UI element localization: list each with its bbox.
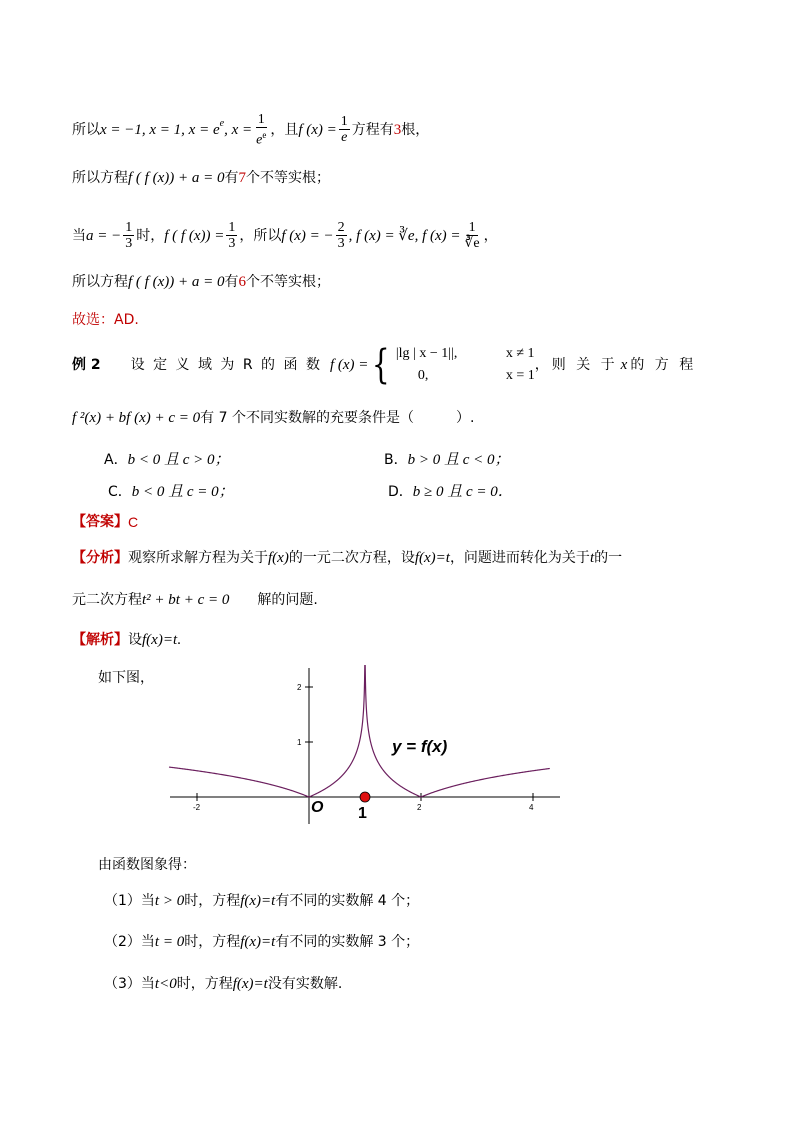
option-cond: b > 0 且 c < 0； [407,452,510,468]
solution-tag: 【解析】 [72,632,128,648]
math: f (x) = − [281,227,334,244]
math: f(x)=t [240,893,276,909]
fraction [463,220,482,251]
case-3 [104,974,342,994]
text: 有不同的实数解 4 个； [275,893,420,909]
x-tick-label: -2 [193,803,201,812]
example-2-header [72,343,696,387]
analysis-tag: 【分析】 [72,550,128,566]
text: 设 [128,632,142,648]
case-1 [104,891,419,911]
text: 的一 [594,550,623,566]
fraction [254,112,268,148]
case-row [396,365,535,387]
line-case-a [72,220,498,251]
curve-right-branch [421,768,550,797]
line-seven-roots [72,168,330,188]
example-2-question [72,408,474,428]
answer-tag: 【答案】 [72,514,128,530]
left-brace: { [372,342,391,388]
frac-num: 2 [337,220,345,235]
count: 6 [238,274,246,290]
line-roots [72,112,429,148]
text: 时， [136,227,165,244]
text: 个不等实根； [245,274,330,290]
answer-line [72,512,138,532]
text: 有 [224,170,239,186]
frac-num: 1 [125,220,133,235]
option-cond: b ≥ 0 且 c = 0． [412,484,513,500]
math: f ( f (x)) = [164,227,225,244]
text: 所以 [72,121,100,138]
text: （2）当 [104,934,155,950]
case-cond: x ≠ 1 [505,346,535,361]
math: f(x)=t [414,550,450,566]
frac-den [254,128,268,148]
choice-text: 故选：AD. [72,312,139,328]
cases [396,343,535,387]
option-a [104,448,229,469]
text: 的 方 程 [630,357,697,373]
math: f ( f (x)) + a = 0 [128,170,225,186]
x-tick-label: 2 [417,803,422,812]
text: 元二次方程 [72,592,142,608]
fraction [339,114,350,145]
math-exp: e [219,117,225,129]
math: t [589,550,595,566]
text: 所以方程 [72,170,128,186]
text: 根， [401,121,430,138]
curve-left-branch [169,767,309,797]
math-roots: x = −1, x = 1, x = e [100,121,220,138]
figure-intro [98,668,154,688]
text: 有不同的实数解 3 个； [275,934,420,950]
x-tick-label: 4 [529,803,534,812]
math: f(x)=t [240,934,276,950]
math: f (x) = [329,357,369,373]
option-d [388,480,513,501]
curve-label: y = f(x) [392,737,448,756]
text: 时，方程 [184,934,241,950]
count: 3 [393,121,402,138]
y-tick-label: 1 [297,738,302,747]
answer-value: C [128,514,139,530]
math: t<0 [154,976,177,992]
frac-den: ∛e [464,236,480,251]
option-cond: b < 0 且 c > 0； [127,452,230,468]
count: 7 [238,170,246,186]
line-choice [72,310,139,330]
math-var: x [620,357,628,373]
function-graph [168,664,568,844]
case-expr: |lg | x − 1||, [395,346,458,361]
frac-num: 1 [340,114,348,130]
text: 如下图， [98,670,154,686]
curve-mid-left-branch [309,665,365,797]
text: （1）当 [104,893,155,909]
text: ，所以 [239,227,282,244]
line-six-roots [72,272,330,292]
math: f(x)=t [232,976,268,992]
math: , f (x) = ∛e, f (x) = [348,227,461,244]
math: f(x) [268,550,289,566]
option-c [108,480,234,501]
frac-num: 1 [257,112,265,127]
math: f(x)=t [142,632,178,648]
frac-num: 1 [468,220,476,235]
frac-num: 1 [228,220,236,235]
analysis-line-2 [72,590,318,610]
text: 所以方程 [72,274,128,290]
point-one [360,792,370,802]
text: （3）当 [104,976,155,992]
text: ，则 关 于 [534,357,618,373]
option-label: D． [388,483,413,500]
text: ，且 [270,121,299,138]
math: , x = [224,121,253,138]
math: f (x) = [298,121,337,138]
piecewise [368,343,534,387]
option-b [384,448,510,469]
math: a = − [86,227,122,244]
text: 设 定 义 域 为 R 的 函 数 [130,357,322,373]
math: f ( f (x)) + a = 0 [128,274,225,290]
frac-den: 3 [125,236,133,251]
curve-mid-right-branch [365,665,421,797]
den-base: e [256,132,263,148]
text: 观察所求解方程为关于 [128,550,268,566]
frac-den: e [341,130,348,146]
example-label: 例 2 [72,357,101,373]
math: t = 0 [154,934,185,950]
text: 时，方程 [176,976,233,992]
frac-den: 3 [228,236,236,251]
math: t² + bt + c = 0 [142,592,230,608]
text: 有 7 个不同实数解的充要条件是（ ）. [200,410,475,426]
analysis-line-1 [72,548,622,568]
den-exp: e [262,130,267,140]
text: 当 [72,227,86,244]
text: ，问题进而转化为关于 [449,550,590,566]
option-label: C． [108,483,132,500]
frac-den: 3 [337,236,345,251]
text: 没有实数解. [267,976,343,992]
text: . [177,632,181,648]
option-cond: b < 0 且 c = 0； [131,484,234,500]
text: 有 [224,274,239,290]
text: 解的问题. [257,592,318,608]
text: 时，方程 [184,893,241,909]
case-2 [104,932,419,952]
option-label: B． [384,451,408,468]
text: ， [483,227,498,244]
case-row [396,343,535,365]
y-tick-label: 2 [297,683,302,692]
point-label: 1 [358,805,367,822]
conclusion-intro [98,855,196,875]
text: 方程有 [351,121,394,138]
text: 的一元二次方程，设 [288,550,415,566]
case-expr: 0, [417,368,429,383]
math: f ²(x) + bf (x) + c = 0 [72,410,201,426]
text: 由函数图象得： [98,857,196,873]
case-cond: x = 1 [505,368,535,383]
fraction [226,220,237,251]
origin-label: O [311,799,324,816]
math: t > 0 [154,893,185,909]
option-label: A． [104,451,128,468]
solution-line [72,630,181,650]
fraction [336,220,347,251]
text: 个不等实根； [245,170,330,186]
fraction [123,220,134,251]
